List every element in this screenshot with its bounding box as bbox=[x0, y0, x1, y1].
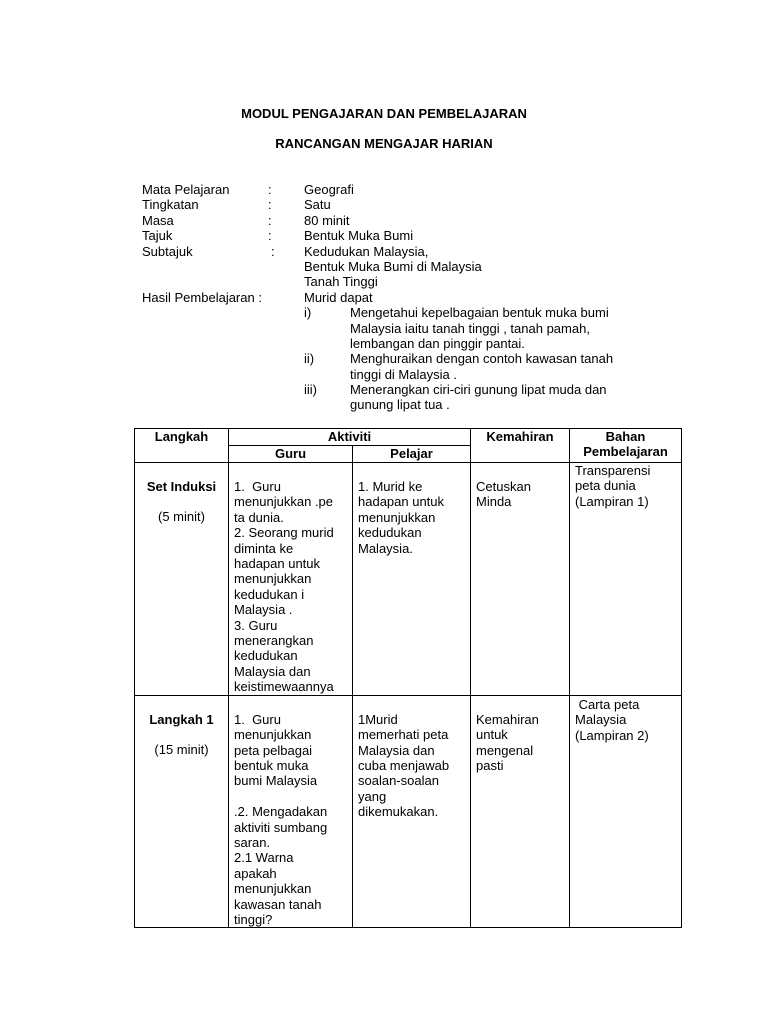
cell-line: apakah bbox=[234, 865, 277, 881]
header-pelajar: Pelajar bbox=[353, 446, 471, 463]
subtopic-label: Subtajuk bbox=[142, 243, 193, 259]
colon: : bbox=[268, 228, 272, 244]
student-activity-cell bbox=[353, 695, 471, 928]
header-row bbox=[135, 429, 682, 446]
cell-line: menunjukkan bbox=[234, 727, 312, 743]
cell-line: 3. Guru bbox=[234, 617, 278, 633]
cell-line: dikemukakan. bbox=[358, 804, 439, 820]
header-langkah: Langkah bbox=[135, 429, 229, 463]
cell-line: kedudukan bbox=[234, 648, 298, 664]
outcomes-label: Hasil Pembelajaran : bbox=[142, 289, 262, 305]
cell-line bbox=[234, 789, 347, 804]
header-aktiviti: Aktiviti bbox=[229, 429, 471, 446]
table-row bbox=[135, 463, 682, 696]
cell-line: menunjukkan bbox=[358, 509, 436, 525]
cell-line: kedudukan bbox=[358, 525, 422, 541]
subject-label: Mata Pelajaran bbox=[142, 182, 230, 197]
cell-line: saran. bbox=[234, 834, 271, 850]
step-duration: (15 minit) bbox=[154, 742, 209, 758]
outcomes-intro: Murid dapat bbox=[304, 289, 373, 305]
cell-line: Minda bbox=[476, 494, 512, 510]
cell-line: soalan-soalan bbox=[358, 773, 439, 789]
step-cell bbox=[135, 463, 229, 696]
objective-text: Malaysia iaitu tanah tinggi , tanah pamah, bbox=[350, 320, 590, 336]
cell-line: 1. Guru bbox=[234, 711, 281, 727]
step-cell bbox=[135, 695, 229, 928]
cell-line: hadapan untuk bbox=[234, 556, 321, 572]
cell-line: Malaysia . bbox=[234, 602, 293, 618]
objective-text: Menerangkan ciri-ciri gunung lipat muda dan bbox=[350, 382, 607, 398]
subtopic-line: Tanah Tinggi bbox=[304, 274, 378, 290]
objective-number: i) bbox=[304, 305, 312, 321]
cell-line: Malaysia dan bbox=[234, 663, 311, 679]
objective-text: lembangan dan pinggir pantai. bbox=[350, 335, 525, 351]
cell-line: yang bbox=[358, 788, 387, 804]
skill-cell bbox=[471, 463, 570, 696]
cell-line: menunjukkan bbox=[234, 881, 312, 897]
colon: : bbox=[268, 197, 272, 213]
cell-line: pasti bbox=[476, 757, 504, 773]
step-duration: (5 minit) bbox=[158, 509, 205, 525]
objective-text: Mengetahui kepelbagaian bentuk muka bumi bbox=[350, 305, 609, 321]
cell-line: Malaysia dan bbox=[358, 742, 435, 758]
cell-line: 1. Murid ke bbox=[358, 479, 423, 494]
cell-line: kawasan tanah bbox=[234, 896, 322, 912]
student-activity-cell bbox=[353, 463, 471, 696]
time-value: 80 minit bbox=[304, 212, 350, 228]
cell-line: ta dunia. bbox=[234, 509, 284, 525]
cell-line: Transparensi bbox=[575, 463, 651, 478]
header-guru: Guru bbox=[229, 446, 353, 463]
cell-line: menunjukkan bbox=[234, 571, 312, 587]
cell-line: menunjukkan .pe bbox=[234, 494, 334, 510]
cell-line: 2.1 Warna bbox=[234, 850, 294, 866]
step-name: Langkah 1 bbox=[149, 711, 214, 727]
topic-label: Tajuk bbox=[142, 228, 173, 244]
table-row bbox=[135, 695, 682, 928]
cell-line: (Lampiran 2) bbox=[575, 727, 649, 743]
cell-line: keistimewaannya bbox=[234, 679, 334, 695]
cell-line: (Lampiran 1) bbox=[575, 493, 649, 509]
cell-line: diminta ke bbox=[234, 540, 294, 556]
topic-value: Bentuk Muka Bumi bbox=[304, 228, 414, 244]
subtopic-line: Kedudukan Malaysia, bbox=[304, 243, 429, 259]
cell-line: 1Murid bbox=[358, 711, 398, 727]
objective-text: Menghuraikan dengan contoh kawasan tanah bbox=[350, 351, 614, 367]
cell-line: kedudukan i bbox=[234, 586, 305, 602]
cell-line: peta pelbagai bbox=[234, 742, 313, 758]
document-title: MODUL PENGAJARAN DAN PEMBELAJARAN bbox=[241, 106, 527, 121]
cell-line: .2. Mengadakan bbox=[234, 804, 328, 820]
form-label: Tingkatan bbox=[142, 197, 199, 213]
header-bahan-line: Bahan bbox=[605, 429, 646, 444]
cell-line: peta dunia bbox=[575, 478, 636, 494]
teacher-activity-cell bbox=[229, 463, 353, 696]
colon: : bbox=[271, 243, 275, 259]
cell-line: untuk bbox=[476, 727, 508, 743]
cell-line: Malaysia. bbox=[358, 540, 413, 556]
header-bahan-line: Pembelajaran bbox=[583, 444, 668, 459]
material-cell bbox=[570, 463, 682, 696]
cell-line: memerhati peta bbox=[358, 727, 449, 743]
cell-line: bentuk muka bbox=[234, 757, 309, 773]
cell-line: hadapan untuk bbox=[358, 494, 445, 510]
cell-line: 1. Guru bbox=[234, 479, 281, 494]
document-subtitle: RANCANGAN MENGAJAR HARIAN bbox=[275, 136, 493, 151]
colon: : bbox=[268, 182, 272, 197]
cell-line: Kemahiran bbox=[476, 711, 539, 727]
objective-text: tinggi di Malaysia . bbox=[350, 366, 457, 382]
cell-line: Malaysia bbox=[575, 712, 627, 728]
cell-line: Carta peta bbox=[575, 696, 640, 712]
objective-number: iii) bbox=[304, 382, 317, 398]
colon: : bbox=[268, 212, 272, 228]
cell-line: mengenal bbox=[476, 742, 534, 758]
cell-line: tinggi? bbox=[234, 911, 273, 927]
cell-line: Cetuskan bbox=[476, 479, 531, 494]
cell-line: cuba menjawab bbox=[358, 757, 450, 773]
step-name: Set Induksi bbox=[146, 479, 217, 494]
cell-line: aktiviti sumbang bbox=[234, 819, 328, 835]
material-cell bbox=[570, 695, 682, 928]
subtopic-line: Bentuk Muka Bumi di Malaysia bbox=[304, 258, 482, 274]
skill-cell bbox=[471, 695, 570, 928]
teacher-activity-cell bbox=[229, 695, 353, 928]
objective-text: gunung lipat tua . bbox=[350, 397, 450, 413]
subject-value: Geografi bbox=[304, 182, 354, 197]
cell-line: menerangkan bbox=[234, 633, 314, 649]
objective-number: ii) bbox=[304, 351, 315, 367]
header-kemahiran: Kemahiran bbox=[471, 429, 570, 463]
cell-line: 2. Seorang murid bbox=[234, 525, 334, 541]
header-bahan bbox=[570, 429, 682, 463]
time-label: Masa bbox=[142, 212, 174, 228]
lesson-table bbox=[134, 428, 682, 928]
form-value: Satu bbox=[304, 197, 331, 213]
cell-line: bumi Malaysia bbox=[234, 773, 318, 789]
